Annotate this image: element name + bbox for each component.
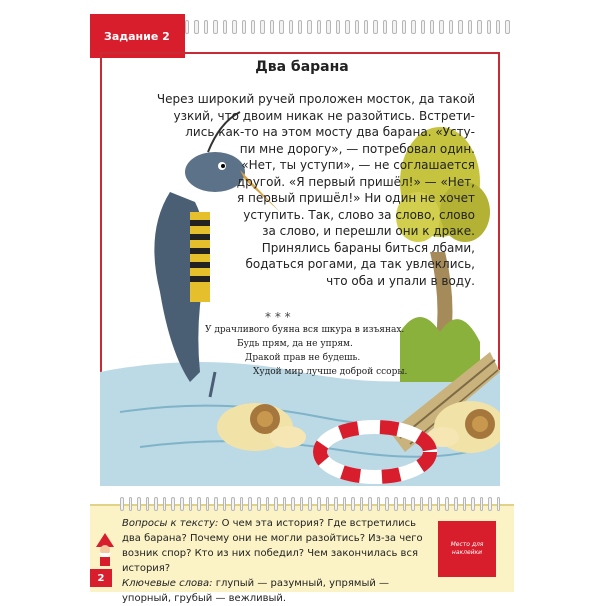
questions-panel xyxy=(90,504,514,604)
story-line: Принялись бараны биться лбами, xyxy=(261,240,475,255)
questions-label: Вопросы к тексту: xyxy=(122,518,219,529)
questions-text xyxy=(122,516,430,606)
proverbs-block xyxy=(205,323,430,379)
keywords-body: глупый — разумный, упрямый — упорный, грубый — вежливый. xyxy=(122,578,390,604)
sticker-placeholder: Место для наклейки xyxy=(438,521,496,577)
proverb-line: Дракой прав не будешь. xyxy=(245,353,361,363)
workbook-page xyxy=(90,14,514,604)
story-title: Два барана xyxy=(255,59,349,75)
story-line: что оба и упали в воду. xyxy=(326,273,475,288)
story-line: я первый пришёл!» Ни один не хочет xyxy=(237,191,475,205)
gnome-icon xyxy=(94,533,116,567)
section-separator: * * * xyxy=(265,310,291,324)
story-line: за слово, и перешли они к драке. xyxy=(262,224,475,238)
spiral-binding xyxy=(185,20,510,30)
keywords-label: Ключевые слова: xyxy=(122,578,213,589)
story-line: уступить. Так, слово за слово, слово xyxy=(243,207,475,222)
proverb-line: У драчливого буяна вся шкура в изъянах. xyxy=(205,325,405,335)
story-line: другой. «Я первый пришёл!» — «Нет, xyxy=(236,174,475,189)
task-label: Задание 2 xyxy=(90,14,185,58)
story-line: «Нет, ты уступи», — не соглашается xyxy=(241,158,475,172)
story-line: пи мне дорогу», — потребовал один. xyxy=(239,141,475,156)
story-line: Через широкий ручей проложен мосток, да такой xyxy=(156,92,475,106)
proverb-line: Будь прям, да не упрям. xyxy=(237,339,353,349)
story-line: бодаться рогами, да так увлеклись, xyxy=(245,257,475,271)
proverb-line: Худой мир лучше доброй ссоры. xyxy=(253,367,408,377)
story-text xyxy=(145,91,475,289)
story-line: лись как-то на этом мосту два барана. «Усту- xyxy=(185,125,475,139)
questions-body: О чем эта история? Где встретились два барана? Почему они не могли разойтись? Из-за чего возник спор? Кто из них победил? Чем закончилась вся история? xyxy=(122,518,423,574)
story-line: узкий, что двоим никак не разойтись. Встрети- xyxy=(173,108,475,123)
page-number: 2 xyxy=(90,569,112,587)
spiral-binding-bottom xyxy=(120,497,500,507)
